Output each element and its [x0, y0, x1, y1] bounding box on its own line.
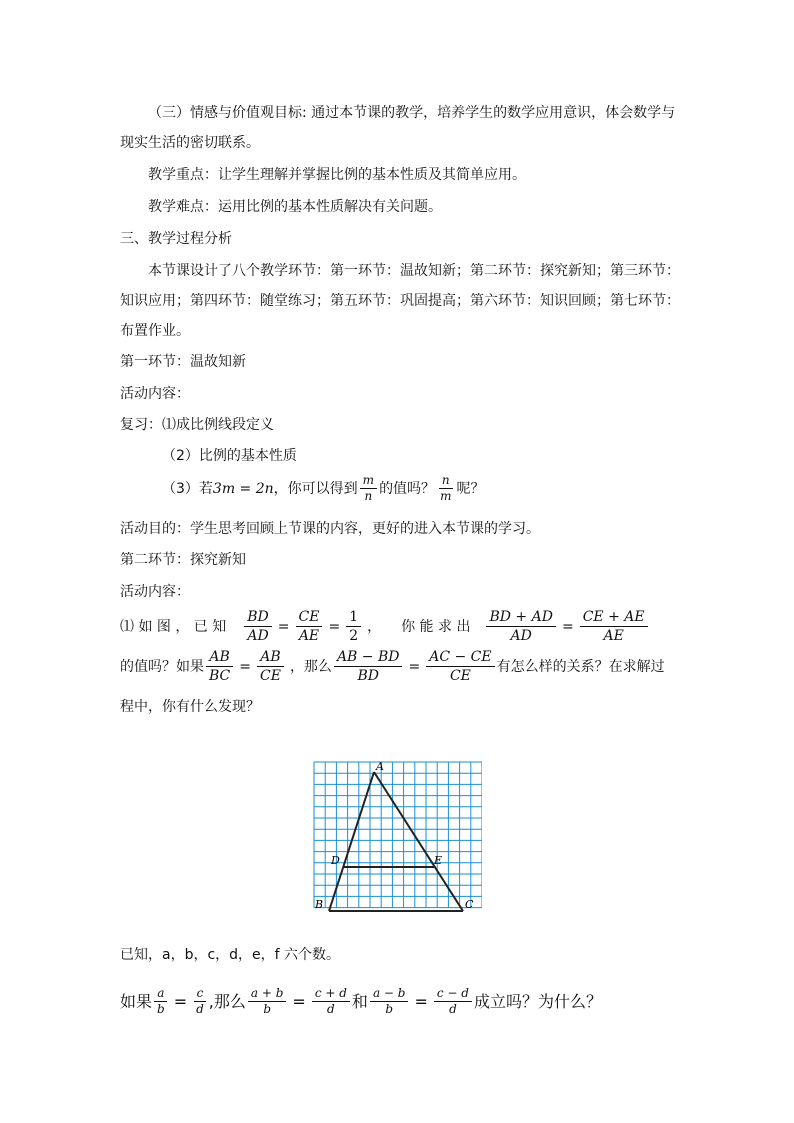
final-start: 如果 — [120, 991, 153, 1011]
fraction-c-plus-d-over-d: $\frac{c + d}{d}$ — [312, 986, 350, 1017]
fraction-AC-minus-CE-over-CE: $\frac{AC - CE}{CE}$ — [426, 648, 494, 685]
label-E: E — [434, 854, 443, 867]
fraction-n-over-m: $\frac{n}{m}$ — [440, 473, 452, 503]
label-C: C — [465, 898, 474, 911]
overview-line2: 知识应用；第四环节：随堂练习；第五环节：巩固提高；第六环节：知识回顾；第七环节： — [120, 293, 680, 309]
final-end: 成立吗？为什么？ — [473, 991, 602, 1011]
fraction-BD-over-AD: $\frac{BD}{AD}$ — [244, 608, 272, 645]
review3-prefix: （3）若 — [162, 480, 213, 497]
final-and: 和 — [351, 991, 368, 1011]
step1-review3 — [162, 473, 484, 504]
label-A: A — [376, 760, 384, 773]
review3-end: 呢？ — [456, 480, 485, 497]
fraction-c-minus-d-over-d: $\frac{c - d}{d}$ — [434, 986, 472, 1017]
review3-mid: ，你可以得到 — [273, 480, 358, 497]
step2-q1-line2: 的值吗？如果 $\frac{AB}{BC}$ = $\frac{AB}{CE}$ ，那么 $\frac{AB - BD}{BD}$ = $\frac{AC - CE}{CE}$ 有怎么样的关系？在求解过 — [120, 649, 665, 684]
overview-line3: 布置作业。 — [120, 323, 190, 339]
fraction-BD-plus-AD-over-AD: $\frac{BD + AD}{AD}$ — [486, 608, 555, 645]
fraction-c-over-d: $\frac{c}{d}$ — [193, 986, 207, 1017]
label-B: B — [315, 898, 324, 911]
grid — [314, 762, 482, 908]
section3-title: 三、教学过程分析 — [120, 231, 232, 247]
step1-content-label: 活动内容： — [120, 386, 190, 402]
final-then: ,那么 — [208, 991, 246, 1011]
fraction-a-over-b: $\frac{a}{b}$ — [154, 986, 168, 1017]
key-point: 教学重点：让学生理解并掌握比例的基本性质及其简单应用。 — [148, 167, 526, 183]
q1-line2b: ，那么 — [289, 658, 332, 675]
goal3-line1: （三）情感与价值观目标: 通过本节课的教学，培养学生的数学应用意识，体会数学与 — [148, 105, 676, 121]
step1-review2: （2）比例的基本性质 — [162, 448, 297, 464]
triangle — [329, 772, 463, 911]
fraction-AB-over-BC: $\frac{AB}{BC}$ — [206, 648, 233, 685]
label-D: D — [331, 854, 340, 867]
step1-title: 第一环节：温故知新 — [120, 354, 246, 370]
fraction-a-plus-b-over-b: $\frac{a + b}{b}$ — [248, 986, 287, 1017]
q1-line2a: 的值吗？如果 — [120, 658, 204, 675]
step1-review1: 复习：⑴成比例线段定义 — [120, 417, 274, 433]
overview-line1: 本节课设计了八个教学环节：第一环节：温故知新；第二环节：探究新知；第三环节： — [148, 263, 680, 279]
goal3-line2: 现实生活的密切联系。 — [120, 135, 260, 151]
q1-mid: 你 能 求 出 — [401, 618, 471, 635]
fraction-one-half: $\frac{1}{2}$ — [346, 608, 361, 645]
fraction-AB-over-CE: $\frac{AB}{CE}$ — [257, 648, 284, 685]
step2-q1-line3: 程中，你有什么发现？ — [120, 699, 260, 715]
step1-purpose: 活动目的：学生思考回顾上节课的内容，更好的进入本节课的学习。 — [120, 521, 540, 537]
fraction-m-over-n: $\frac{m}{n}$ — [360, 473, 377, 504]
q1-start: ⑴ 如 图 ， 已 知 — [120, 618, 227, 635]
step2-title: 第二环节：探究新知 — [120, 552, 246, 568]
step2-content-label: 活动内容： — [120, 584, 190, 600]
final-question: 如果 $\frac{a}{b}$ = $\frac{c}{d}$ ,那么 $\frac{a + b}{b}$ = $\frac{c + d}{d}$ 和 $\frac{a - b}{b}$ = $\frac{c - d}{d}$ 成立吗？为什么？ — [120, 986, 602, 1016]
step2-q1-line1: ⑴ 如 图 ， 已 知 $\frac{BD}{AD}$ = $\frac{CE}{AE}$ = $\frac{1}{2}$ ， 你 能 求 出 $\frac{BD + AD}{AD}$ = $\frac{CE + AE}{AE}$ — [120, 608, 650, 645]
known-numbers: 已知，a，b，c，d，e，f 六个数。 — [120, 947, 341, 963]
fraction-CE-over-AE: $\frac{CE}{AE}$ — [296, 608, 323, 645]
fraction-AB-minus-BD-over-BD: $\frac{AB - BD}{BD}$ — [334, 648, 403, 685]
review3-equation: 3m = 2n — [212, 480, 274, 497]
q1-line2c: 有怎么样的关系？在求解过 — [496, 658, 665, 675]
triangle-grid-figure — [312, 760, 482, 916]
difficulty: 教学难点：运用比例的基本性质解决有关问题。 — [148, 199, 442, 215]
fraction-a-minus-b-over-b: $\frac{a - b}{b}$ — [370, 986, 409, 1017]
side-AC — [374, 772, 463, 911]
fraction-CE-plus-AE-over-AE: $\frac{CE + AE}{AE}$ — [580, 608, 648, 645]
review3-value: 的值吗？ — [379, 480, 436, 497]
side-AB — [329, 772, 374, 911]
